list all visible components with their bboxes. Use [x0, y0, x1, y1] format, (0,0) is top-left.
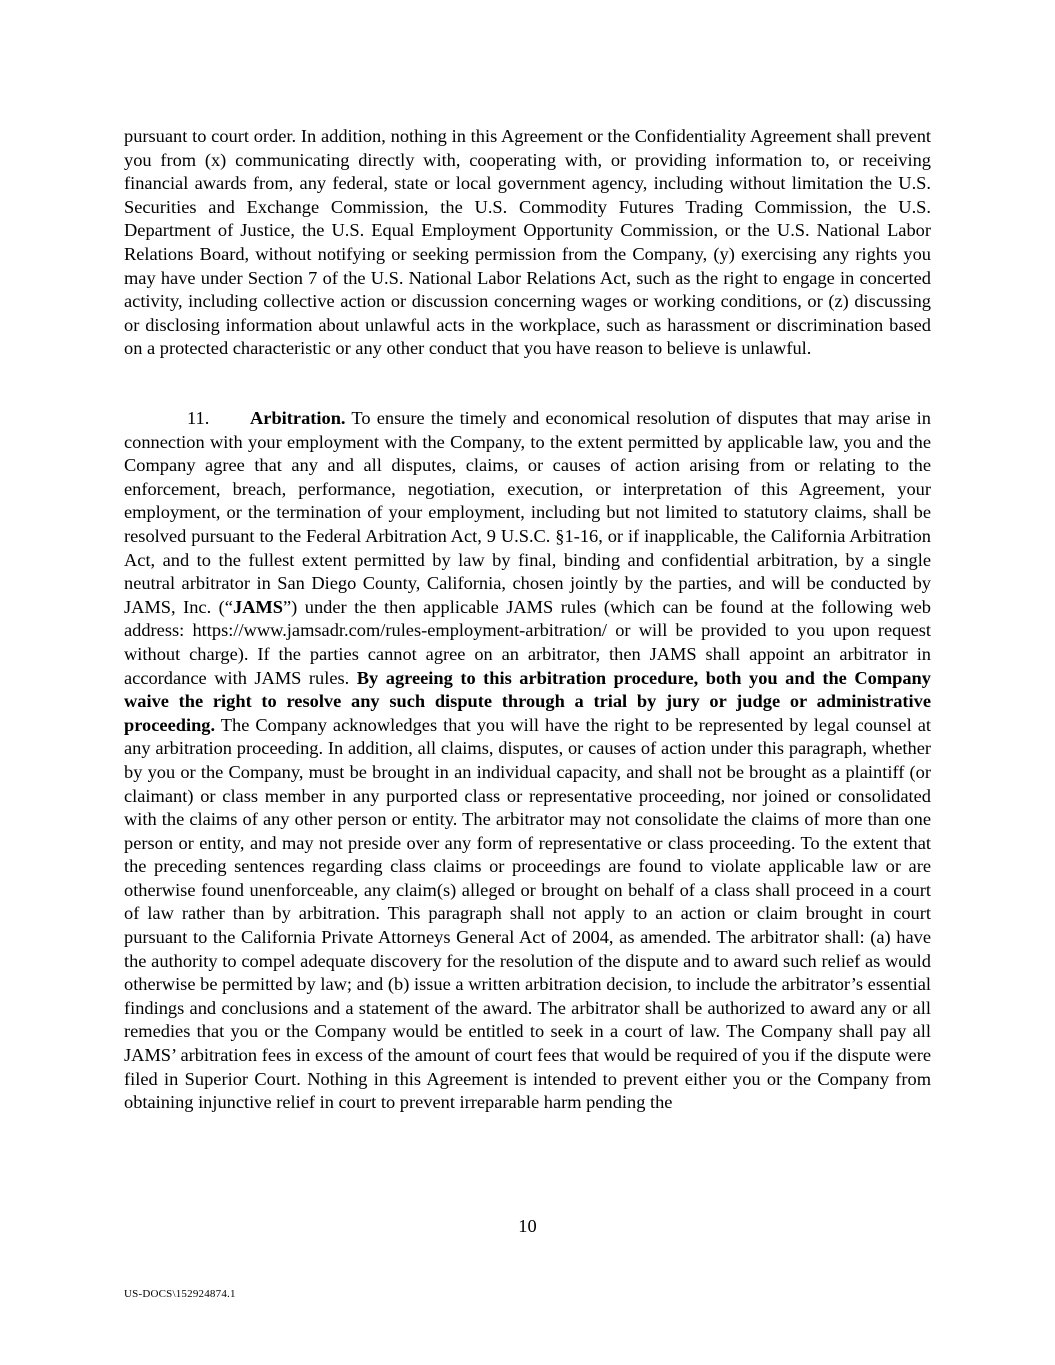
section-text-part-2: ”) under the then applicable JAMS rules (which can be found at the following web address: https://www.jamsadr.com/rules-employment-arbitration/ or will be provided to you upon request without charge). If the parties cannot agree on an arbitrator, then JAMS shall appoint an arbitrator in accordance with JAMS rules.: [124, 596, 931, 688]
document-id: US-DOCS\152924874.1: [124, 1288, 236, 1300]
section-text-part-3: The Company acknowledges that you will have the right to be represented by legal counsel at any arbitration proceeding. In addition, all claims, disputes, or causes of action under this paragraph, whether by you or the Company, must be brought in an individual capacity, and shall not be brought as a plaintiff (or claimant) or class member in any purported class or representative proceeding, nor joined or consolidated with the claims of any other person or entity. The arbitrator may not consolidate the claims of more than one person or entity, and may not preside over any form of representative or class proceeding. To the extent that the preceding sentences regarding class claims or proceedings are found to violate applicable law or are otherwise found unenforceable, any claim(s) alleged or brought on behalf of a class shall proceed in a court of law rather than by arbitration. This paragraph shall not apply to an action or claim brought in court pursuant to the California Private Attorneys General Act of 2004, as amended. The arbitrator shall: (a) have the authority to compel adequate discovery for the resolution of the dispute and to award such relief as would otherwise be permitted by law; and (b) issue a written arbitration decision, to include the arbitrator’s essential findings and conclusions and a statement of the award. The arbitrator shall be authorized to award any or all remedies that you or the Company would be entitled to seek in a court of law. The Company shall pay all JAMS’ arbitration fees in excess of the amount of court fees that would be required of you if the dispute were filed in Superior Court. Nothing in this Agreement is intended to prevent either you or the Company from obtaining injunctive relief in court to prevent irreparable harm pending the: [124, 714, 931, 1113]
section-text-part-1: To ensure the timely and economical resolution of disputes that may arise in connection with your employment with the Company, to the extent permitted by applicable law, you and the Company agree that any and all disputes, claims, or causes of action arising from or relating to the enforcement, breach, performance, negotiation, execution, or interpretation of this Agreement, your employment, or the termination of your employment, including but not limited to statutory claims, shall be resolved pursuant to the Federal Arbitration Act, 9 U.S.C. §1-16, or if inapplicable, the California Arbitration Act, and to the fullest extent permitted by law by final, binding and confidential arbitration, by a single neutral arbitrator in San Diego County, California, chosen jointly by the parties, and will be conducted by JAMS, Inc. (“: [124, 408, 931, 617]
page-number: 10: [518, 1216, 537, 1236]
section-number: 11.: [187, 408, 210, 428]
jury-waiver-text: By agreeing to this arbitration procedure, both you and the Company waive the right to resolve any such dispute through a trial by jury or judge or administrative proceeding.: [124, 667, 931, 735]
jams-defined-term: JAMS: [232, 596, 283, 617]
section-heading: Arbitration.: [250, 408, 346, 428]
paragraph-continuation: [124, 125, 931, 361]
paragraph-1-text: pursuant to court order. In addition, nothing in this Agreement or the Confidentiality Agreement shall prevent you from (x) communicating directly with, cooperating with, or providing information to, or receiving financial awards from, any federal, state or local government agency, including without limitation the U.S. Securities and Exchange Commission, the U.S. Commodity Futures Trading Commission, the U.S. Department of Justice, the U.S. Equal Employment Opportunity Commission, or the U.S. National Labor Relations Board, without notifying or seeking permission from the Company, (y) exercising any rights you may have under Section 7 of the U.S. National Labor Relations Act, such as the right to engage in concerted activity, including collective action or discussion concerning wages or working conditions, or (z) discussing or disclosing information about unlawful acts in the workplace, such as harassment or discrimination based on a protected characteristic or any other conduct that you have reason to believe is unlawful.: [124, 126, 931, 359]
section-11-arbitration: [124, 407, 931, 1115]
